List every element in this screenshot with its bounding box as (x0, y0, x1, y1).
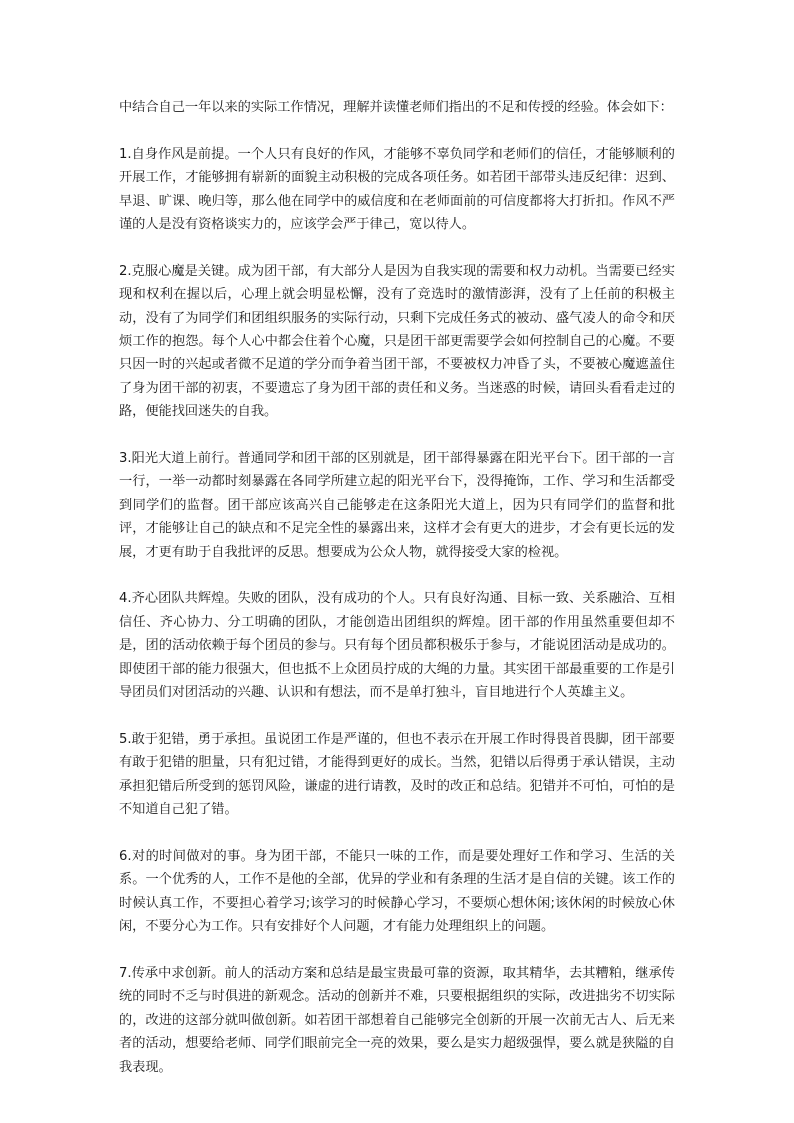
point-paragraph-3: 3.阳光大道上前行。普通同学和团干部的区别就是，团干部得暴露在阳光平台下。团干部的一言一行，一举一动都时刻暴露在各同学所建立起的阳光平台下，没得掩饰，工作、学习和生活都受到同学们的监督。团干部应该高兴自己能够走在这条阳光大道上，因为只有同学们的监督和批评，才能够让自己的缺点和不足完全性的暴露出来，这样才会有更大的进步，才会有更长远的发展，才更有助于自我批评的反思。想要成为公众人物，就得接受大家的检视。 (119, 451, 675, 560)
point-paragraph-1: 1.自身作风是前提。一个人只有良好的作风，才能够不辜负同学和老师们的信任，才能够顺利的开展工作，才能够拥有崭新的面貌主动积极的完成各项任务。如若团干部带头违反纪律：迟到、早退、旷课、晚归等，那么他在同学中的威信度和在老师面前的可信度都将大打折扣。作风不严谨的人是没有资格谈实力的，应该学会严于律己，宽以待人。 (119, 146, 675, 233)
document-body (119, 96, 675, 1079)
point-paragraph-2: 2.克服心魔是关键。成为团干部，有大部分人是因为自我实现的需要和权力动机。当需要已经实现和权利在握以后，心理上就会明显松懈，没有了竞选时的激情澎湃，没有了上任前的积极主动，没有了为同学们和团组织服务的实际行动，只剩下完成任务式的被动、盛气凌人的命令和厌烦工作的抱怨。每个人心中都会住着个心魔，只是团干部更需要学会如何控制自己的心魔。不要只因一时的兴起或者微不足道的学分而争着当团干部，不要被权力冲昏了头，不要被心魔遮盖住了身为团干部的初衷，不要遗忘了身为团干部的责任和义务。当迷惑的时候，请回头看看走过的路，便能找回迷失的自我。 (119, 263, 675, 420)
point-paragraph-6: 6.对的时间做对的事。身为团干部，不能只一味的工作，而是要处理好工作和学习、生活的关系。一个优秀的人，工作不是他的全部，优异的学业和有条理的生活才是自信的关键。该工作的时候认真工作，不要担心着学习;该学习的时候静心学习，不要烦心想休闲;该休闲的时候放心休闲，不要分心为工作。只有安排好个人问题，才有能力处理组织上的问题。 (119, 848, 675, 935)
point-paragraph-4: 4.齐心团队共辉煌。失败的团队，没有成功的个人。只有良好沟通、目标一致、关系融洽、互相信任、齐心协力、分工明确的团队，才能创造出团组织的辉煌。团干部的作用虽然重要但却不是，团的活动依赖于每个团员的参与。只有每个团员都积极乐于参与，才能说团活动是成功的。即使团干部的能力很强大，但也抵不上众团员拧成的大绳的力量。其实团干部最重要的工作是引导团员们对团活动的兴趣、认识和有想法，而不是单打独斗，盲目地进行个人英雄主义。 (119, 591, 675, 701)
point-paragraph-7: 7.传承中求创新。前人的活动方案和总结是最宝贵最可靠的资源，取其精华，去其糟粕，继承传统的同时不乏与时俱进的新观念。活动的创新并不难，只要根据组织的实际，改进拙劣不切实际的，改进的这部分就叫做创新。如若团干部想着自己能够完全创新的开展一次前无古人、后无来者的活动，想要给老师、同学们眼前完全一亮的效果，要么是实力超级强悍，要么就是狭隘的自我表现。 (119, 965, 675, 1075)
intro-paragraph: 中结合自己一年以来的实际工作情况，理解并读懂老师们指出的不足和传授的经验。体会如下： (119, 100, 673, 115)
point-paragraph-5: 5.敢于犯错，勇于承担。虽说团工作是严谨的，但也不表示在开展工作时得畏首畏脚，团干部要有敢于犯错的胆量，只有犯过错，才能得到更好的成长。当然，犯错以后得勇于承认错误，主动承担犯错后所受到的惩罚风险，谦虚的进行请教，及时的改正和总结。犯错并不可怕，可怕的是不知道自己犯了错。 (119, 731, 675, 818)
